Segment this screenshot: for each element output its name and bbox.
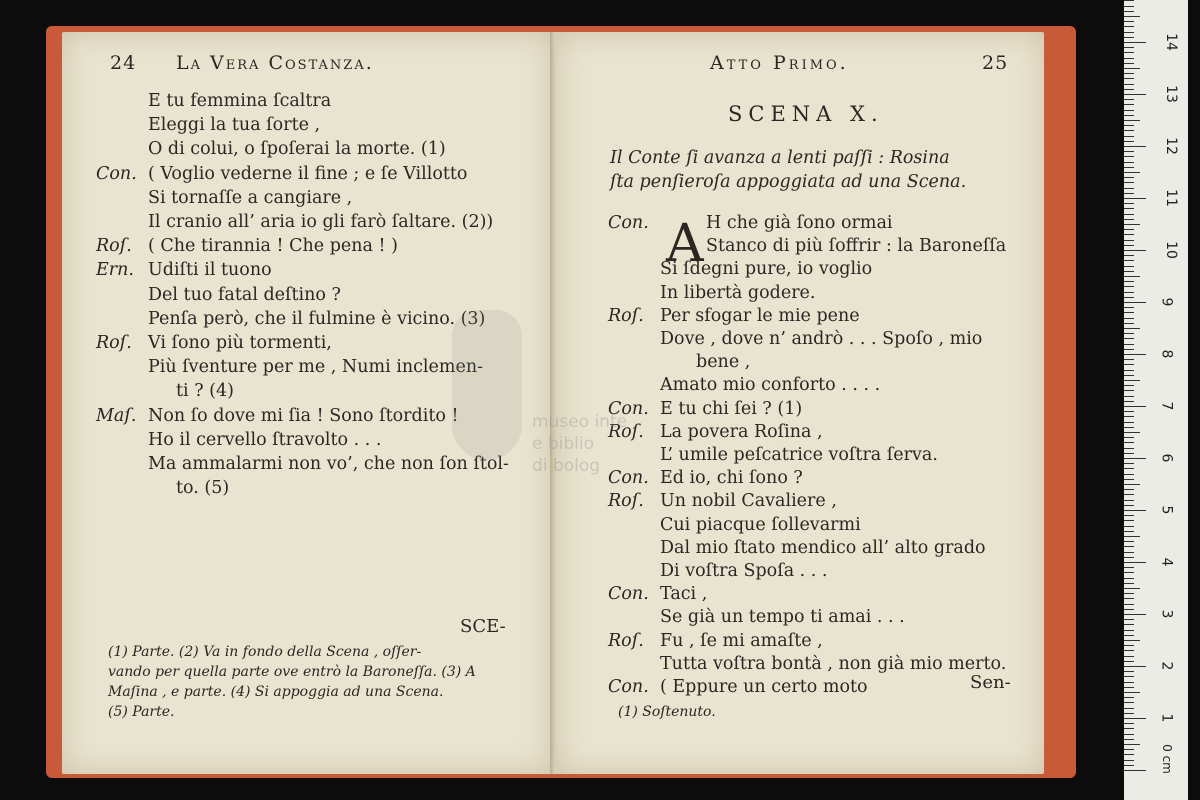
ruler-tick — [1124, 359, 1134, 360]
ruler-tick — [1124, 593, 1134, 594]
ruler-label: 5 — [1158, 505, 1175, 515]
ruler-tick — [1124, 682, 1134, 683]
ruler-tick — [1124, 728, 1134, 729]
ruler-tick — [1124, 505, 1134, 506]
ruler-tick — [1124, 302, 1146, 303]
ruler-tick — [1124, 125, 1134, 126]
ruler-tick — [1124, 286, 1134, 287]
ruler-tick — [1124, 344, 1134, 345]
ruler-tick — [1124, 146, 1146, 147]
ruler-tick — [1124, 172, 1140, 173]
ruler-tick — [1124, 671, 1134, 672]
verse-line: L’ umile peſcatrice voſtra ſerva. — [660, 445, 938, 465]
ruler-tick — [1124, 182, 1134, 183]
ruler-tick — [1124, 354, 1146, 355]
footnote-line: (1) Soſtenuto. — [618, 704, 716, 720]
ruler-label: 11 — [1162, 189, 1179, 207]
ruler-tick — [1124, 676, 1134, 677]
ruler-tick — [1124, 266, 1134, 267]
verse-line: Taci , — [660, 584, 708, 605]
ruler-tick — [1124, 552, 1134, 553]
ruler-tick — [1124, 635, 1134, 636]
ruler-tick — [1124, 307, 1134, 308]
ruler-tick — [1124, 208, 1134, 209]
ruler-tick — [1124, 630, 1134, 631]
verse-line: Dal mio ſtato mendico all’ alto grado — [660, 537, 986, 558]
ruler-tick — [1124, 318, 1134, 319]
verse-line: ( Voglio vederne il fine ; e ſe Villotto — [148, 163, 468, 184]
ruler-label: 7 — [1158, 401, 1175, 411]
ruler-label: 6 — [1158, 453, 1175, 463]
ruler-tick — [1124, 718, 1146, 719]
ruler-tick — [1124, 749, 1134, 750]
ruler-tick — [1124, 396, 1134, 397]
verse-line: Di voſtra Spoſa . . . — [660, 561, 828, 581]
ruler-label: 1 — [1158, 713, 1175, 723]
page-number: 24 — [110, 52, 137, 74]
verse-line: Stanco di più ſoffrir : la Baroneſſa — [706, 236, 1007, 257]
verse-line: Non ſo dove mi ſia ! Sono ſtordito ! — [148, 405, 459, 426]
ruler-tick — [1124, 500, 1134, 501]
verse-line: Cui piacque ſollevarmi — [660, 514, 861, 535]
ruler-tick — [1124, 390, 1134, 391]
verse-line: Penſa però, che il fulmine è vicino. (3) — [148, 308, 486, 329]
ruler-tick — [1124, 770, 1146, 771]
ruler-tick — [1124, 380, 1140, 381]
ruler-tick — [1124, 297, 1134, 298]
ruler-tick — [1124, 110, 1134, 111]
verse-line: E tu femmina ſcaltra — [148, 91, 332, 111]
speaker-label: Con. — [608, 213, 649, 233]
ruler-tick — [1124, 78, 1134, 79]
ruler-tick — [1124, 328, 1140, 329]
ruler-tick — [1124, 63, 1134, 64]
verse-line: Ed io, chi ſono ? — [660, 468, 803, 489]
ruler-tick — [1124, 281, 1134, 282]
ruler-tick — [1124, 245, 1134, 246]
ruler-tick — [1124, 520, 1134, 521]
ruler-tick — [1124, 260, 1134, 261]
ruler-tick — [1124, 16, 1140, 17]
ruler-tick — [1124, 494, 1134, 495]
ruler-tick — [1124, 713, 1134, 714]
catchword: Sen- — [970, 672, 1011, 693]
ruler-tick — [1124, 437, 1134, 438]
ruler-tick — [1124, 754, 1134, 755]
verse-line: Fu , ſe mi amaſte , — [660, 630, 823, 651]
running-title: La Vera Costanza. — [176, 52, 374, 74]
ruler-tick — [1124, 136, 1134, 137]
verse-line: E tu chi ſei ? (1) — [660, 398, 803, 419]
ruler-tick — [1124, 177, 1134, 178]
ruler-tick — [1124, 442, 1134, 443]
speaker-label: Roſ. — [608, 491, 644, 512]
ruler-tick — [1124, 484, 1140, 485]
verse-line: Tutta voſtra bontà , non già mio merto. — [660, 653, 1007, 674]
ruler-tick — [1124, 661, 1134, 662]
ruler-tick — [1124, 162, 1134, 163]
verse-line: Eleggi la tua ſorte , — [148, 115, 321, 136]
ruler-tick — [1124, 562, 1146, 563]
ruler-tick — [1124, 188, 1134, 189]
ruler-tick — [1124, 292, 1134, 293]
ruler-tick — [1124, 416, 1134, 417]
ruler-tick — [1124, 11, 1134, 12]
verse-line: ( Che tirannia ! Che pena ! ) — [148, 236, 398, 257]
ruler-tick — [1124, 422, 1134, 423]
ruler-tick — [1124, 468, 1134, 469]
ruler-tick — [1124, 37, 1134, 38]
ruler-tick — [1124, 526, 1134, 527]
footnote-line: Maſina , e parte. (4) Si appoggia ad una Scena. — [108, 684, 444, 700]
ruler-tick — [1124, 531, 1134, 532]
ruler-tick — [1124, 567, 1134, 568]
ruler-tick — [1124, 338, 1134, 339]
ruler-label: 4 — [1158, 557, 1175, 567]
ruler-tick — [1124, 52, 1134, 53]
verse-line: Amato mio conforto . . . . — [660, 375, 881, 396]
ruler-tick — [1124, 692, 1140, 693]
verse-line: Un nobil Cavaliere , — [660, 491, 837, 512]
ruler-tick — [1124, 130, 1134, 131]
verse-line: Udiſti il tuono — [148, 260, 272, 281]
right-page — [556, 32, 1044, 774]
ruler-tick — [1124, 156, 1134, 157]
ruler-tick — [1124, 141, 1134, 142]
ruler-tick — [1124, 734, 1134, 735]
ruler-unit: 0 cm — [1159, 744, 1174, 774]
ruler-tick — [1124, 120, 1140, 121]
verse-line: Del tuo fatal deſtino ? — [148, 284, 341, 305]
ruler-tick — [1124, 198, 1146, 199]
ruler-tick — [1124, 687, 1134, 688]
ruler-tick — [1124, 572, 1134, 573]
running-title: Atto Primo. — [710, 52, 849, 74]
ruler-label: 10 — [1162, 241, 1179, 259]
ruler-tick — [1124, 432, 1140, 433]
ruler-tick — [1124, 6, 1134, 7]
verse-line: Per sfogar le mie pene — [660, 305, 860, 326]
watermark-text: di bolog — [532, 456, 601, 476]
speaker-label: Ern. — [96, 260, 134, 281]
page-number: 25 — [982, 52, 1009, 74]
speaker-label: Roſ. — [608, 305, 644, 326]
speaker-label: Con. — [96, 163, 137, 184]
ruler-tick — [1124, 578, 1134, 579]
ruler-tick — [1124, 474, 1134, 475]
speaker-label: Roſ. — [608, 630, 644, 651]
stage-direction-line: Il Conte ſi avanza a lenti paſſi : Rosina — [610, 148, 950, 168]
ruler-tick — [1124, 650, 1134, 651]
ruler-tick — [1124, 276, 1140, 277]
ruler-tick — [1124, 240, 1134, 241]
ruler-tick — [1124, 619, 1134, 620]
ruler-tick — [1124, 463, 1134, 464]
ruler-label: 9 — [1158, 297, 1175, 307]
watermark-shape-icon — [452, 310, 522, 460]
stage-direction-line: ſta penſieroſa appoggiata ad una Scena. — [610, 172, 967, 192]
ruler-tick — [1124, 364, 1134, 365]
watermark-text: e biblio — [532, 434, 595, 454]
footnote-line: vando per quella parte ove entrò la Baroneſſa. (3) A — [108, 664, 476, 680]
speaker-label: Roſ. — [96, 236, 132, 257]
ruler-tick — [1124, 167, 1134, 168]
ruler-tick — [1124, 47, 1134, 48]
verse-line: Si ſdegni pure, io voglio — [660, 259, 873, 280]
ruler-tick — [1124, 702, 1134, 703]
speaker-label: Con. — [608, 677, 649, 697]
verse-line: Ma ammalarmi non vo’, che non ſon ſtol- — [148, 454, 509, 474]
ruler-tick — [1124, 104, 1134, 105]
ruler-label: 8 — [1158, 349, 1175, 359]
verse-line: Il cranio all’ aria io gli farò ſaltare. (2)) — [148, 212, 494, 232]
ruler-tick — [1124, 73, 1134, 74]
ruler-tick — [1124, 708, 1134, 709]
speaker-label: Con. — [608, 398, 649, 419]
footnote-line: (5) Parte. — [108, 704, 175, 720]
ruler-tick — [1124, 765, 1134, 766]
verse-line: ti ? (4) — [176, 381, 234, 402]
ruler-tick — [1124, 640, 1140, 641]
ruler-tick — [1124, 99, 1134, 100]
ruler-tick — [1124, 26, 1134, 27]
ruler-tick — [1124, 541, 1134, 542]
verse-line: In libertà godere. — [660, 282, 816, 303]
measurement-ruler — [1124, 0, 1188, 800]
ruler-tick — [1124, 697, 1134, 698]
ruler-tick — [1124, 656, 1134, 657]
ruler-tick — [1124, 546, 1134, 547]
ruler-label: 14 — [1162, 33, 1179, 51]
speaker-label: Roſ. — [96, 333, 132, 353]
ruler-tick — [1124, 489, 1134, 490]
ruler-tick — [1124, 115, 1134, 116]
ruler-tick — [1124, 219, 1134, 220]
ruler-tick — [1124, 250, 1146, 251]
verse-line: Se già un tempo ti amai . . . — [660, 607, 905, 628]
ruler-tick — [1124, 624, 1134, 625]
ruler-tick — [1124, 458, 1146, 459]
verse-line: to. (5) — [176, 478, 230, 499]
ruler-tick — [1124, 604, 1134, 605]
ruler-tick — [1124, 370, 1134, 371]
ruler-tick — [1124, 479, 1134, 480]
ruler-tick — [1124, 723, 1134, 724]
ruler-tick — [1124, 203, 1134, 204]
verse-line: La povera Roſina , — [660, 421, 823, 442]
ruler-tick — [1124, 385, 1134, 386]
ruler-tick — [1124, 151, 1134, 152]
drop-cap: A — [666, 214, 704, 274]
ruler-tick — [1124, 536, 1140, 537]
ruler-label: 3 — [1158, 609, 1175, 619]
ruler-tick — [1124, 609, 1134, 610]
catchword: SCE- — [460, 616, 506, 637]
ruler-label: 2 — [1158, 661, 1175, 671]
ruler-tick — [1124, 411, 1134, 412]
ruler-tick — [1124, 645, 1134, 646]
ruler-tick — [1124, 323, 1134, 324]
verse-line: Ho il cervello ſtravolto . . . — [148, 429, 382, 450]
ruler-tick — [1124, 588, 1140, 589]
speaker-label: Roſ. — [608, 421, 644, 442]
ruler-tick — [1124, 739, 1134, 740]
ruler-tick — [1124, 375, 1134, 376]
verse-line: Si tornaſſe a cangiare , — [148, 187, 353, 208]
ruler-label: 13 — [1162, 85, 1179, 103]
watermark-text: museo inte — [532, 412, 628, 432]
ruler-tick — [1124, 583, 1134, 584]
ruler-tick — [1124, 84, 1134, 85]
ruler-tick — [1124, 760, 1134, 761]
verse-line: ( Eppure un certo moto — [660, 677, 868, 697]
ruler-tick — [1124, 333, 1134, 334]
verse-line: Dove , dove n’ andrò . . . Spoſo , mio — [660, 329, 983, 349]
ruler-tick — [1124, 312, 1134, 313]
ruler-tick — [1124, 271, 1134, 272]
ruler-tick — [1124, 32, 1134, 33]
ruler-tick — [1124, 598, 1134, 599]
ruler-tick — [1124, 614, 1146, 615]
ruler-label: 12 — [1162, 137, 1179, 155]
ruler-tick — [1124, 666, 1146, 667]
ruler-tick — [1124, 401, 1134, 402]
ruler-tick — [1124, 255, 1134, 256]
ruler-tick — [1124, 58, 1134, 59]
ruler-tick — [1124, 21, 1134, 22]
ruler-tick — [1124, 515, 1134, 516]
ruler-tick — [1124, 193, 1134, 194]
footnote-line: (1) Parte. (2) Va in fondo della Scena , oſſer- — [108, 644, 422, 660]
ruler-tick — [1124, 557, 1134, 558]
scene-title: SCENA X. — [728, 102, 884, 126]
ruler-tick — [1124, 94, 1146, 95]
verse-line: Vi ſono più tormenti, — [148, 333, 332, 353]
ruler-tick — [1124, 89, 1134, 90]
verse-line: bene , — [696, 352, 751, 373]
ruler-tick — [1124, 68, 1140, 69]
ruler-tick — [1124, 229, 1134, 230]
ruler-tick — [1124, 224, 1140, 225]
speaker-label: Maſ. — [96, 405, 137, 426]
verse-line: Più ſventure per me , Numi inclemen- — [148, 357, 484, 378]
ruler-tick — [1124, 234, 1134, 235]
ruler-tick — [1124, 453, 1134, 454]
ruler-tick — [1124, 448, 1134, 449]
speaker-label: Con. — [608, 584, 649, 605]
ruler-tick — [1124, 510, 1146, 511]
verse-line: O di colui, o ſpoſerai la morte. (1) — [148, 139, 446, 160]
ruler-tick — [1124, 0, 1134, 1]
verse-line: H che già ſono ormai — [706, 213, 893, 233]
ruler-tick — [1124, 427, 1134, 428]
ruler-tick — [1124, 42, 1146, 43]
speaker-label: Con. — [608, 468, 649, 489]
ruler-tick — [1124, 406, 1146, 407]
ruler-tick — [1124, 744, 1140, 745]
ruler-tick — [1124, 349, 1134, 350]
ruler-tick — [1124, 214, 1134, 215]
